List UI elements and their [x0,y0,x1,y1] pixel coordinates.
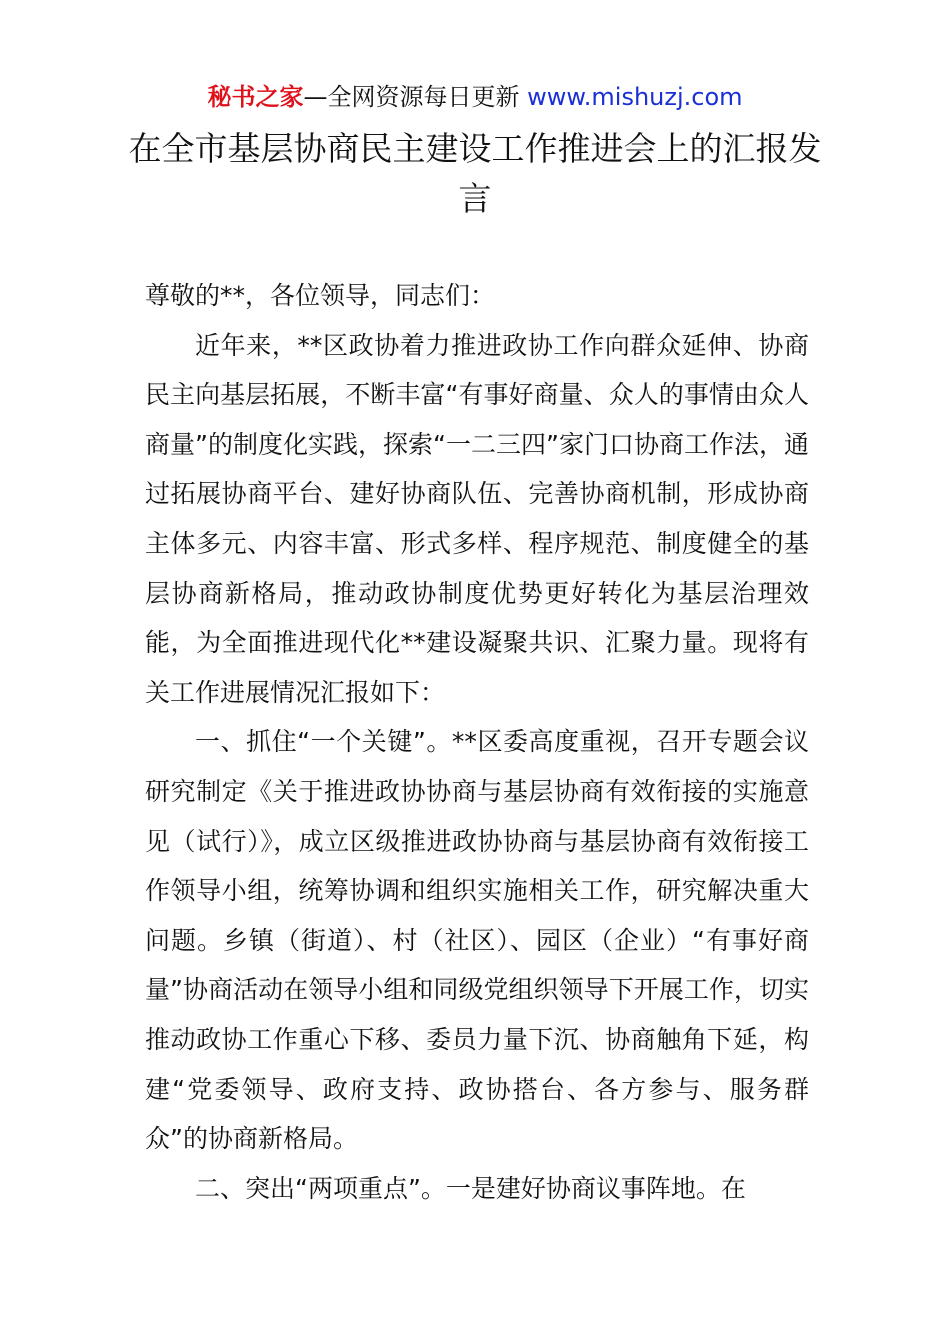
site-url-link[interactable]: www.mishuzj.com [527,83,743,111]
document-title: 在全市基层协商民主建设工作推进会上的汇报发言 [128,129,822,218]
salutation: 尊敬的**，各位领导，同志们： [145,281,496,310]
paragraph: 一、抓住“一个关键”。**区委高度重视，召开专题会议研究制定《关于推进政协协商与基层协商有效衔接的实施意见（试行）》，成立区级推进政协协商与基层协商有效衔接工作领导小组，统筹协调和组织实施相关工作，研究解决重大问题。乡镇（街道）、村（社区）、园区（企业）“有事好商量”协商活动在领导小组和同级党组织领导下开展工作，切实推动政协工作重心下移、委员力量下沉、协商触角下延，构建“党委领导、政府支持、政协搭台、各方参与、服务群众”的协商新格局。 [145,727,809,1154]
document-body [145,271,809,1213]
header-tagline: —全网资源每日更新 [303,83,528,111]
site-watermark-header [0,80,950,114]
paragraph: 近年来，**区政协着力推进政协工作向群众延伸、协商民主向基层拓展，不断丰富“有事好商量、众人的事情由众人商量”的制度化实践，探索“一二三四”家门口协商工作法，通过拓展协商平台、建好协商队伍、完善协商机制，形成协商主体多元、内容丰富、形式多样、程序规范、制度健全的基层协商新格局，推动政协制度优势更好转化为基层治理效能，为全面推进现代化**建设凝聚共识、汇聚力量。现将有关工作进展情况汇报如下： [145,330,809,707]
paragraph: 二、突出“两项重点”。一是建好协商议事阵地。在 [195,1173,746,1203]
brand-name: 秘书之家 [207,83,304,111]
